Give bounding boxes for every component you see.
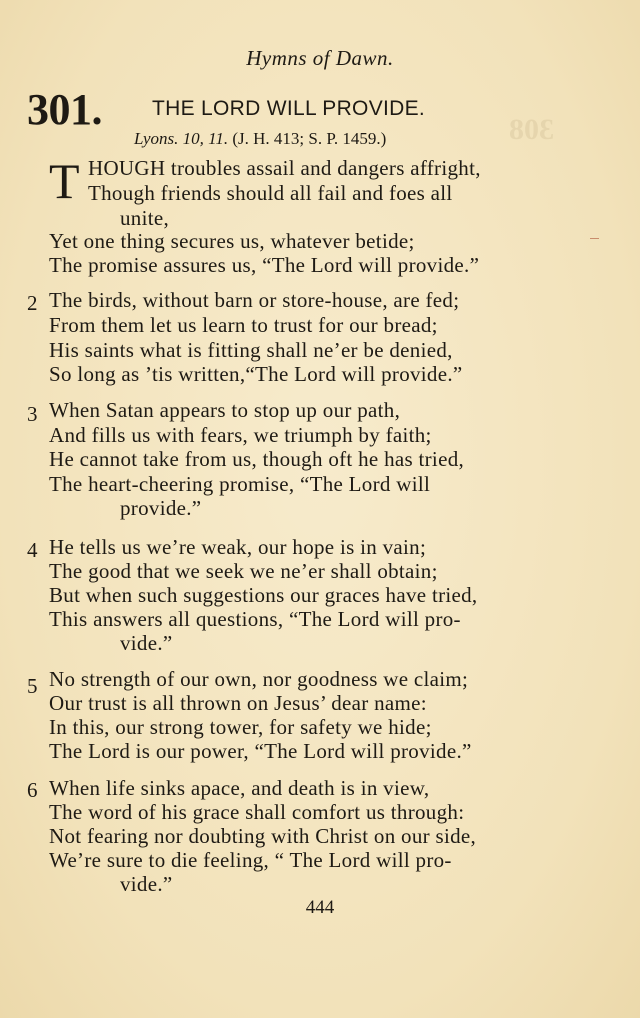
stanza-line: But when such suggestions our graces have tried, bbox=[49, 583, 478, 607]
stanza-number: 4 bbox=[27, 538, 38, 562]
tune-name: Lyons. 10, 11. bbox=[134, 129, 229, 148]
stanza-line: He cannot take from us, though oft he has tried, bbox=[49, 447, 465, 471]
stanza-line: Our trust is all thrown on Jesus’ dear name: bbox=[49, 691, 427, 715]
stanza-line: The birds, without barn or store-house, are fed; bbox=[49, 288, 460, 312]
stanza-line: HOUGH troubles assail and dangers affright, bbox=[88, 156, 481, 180]
stanza-line: When Satan appears to stop up our path, bbox=[49, 398, 401, 422]
stanza-line: And fills us with fears, we triumph by faith; bbox=[49, 423, 432, 447]
stanza-line: So long as ’tis written,“The Lord will provide.” bbox=[49, 362, 463, 386]
margin-tick bbox=[590, 238, 599, 239]
stanza-number: 5 bbox=[27, 674, 38, 698]
stanza-line: His saints what is fitting shall ne’er be denied, bbox=[49, 338, 453, 362]
stanza-line: We’re sure to die feeling, “ The Lord will pro- bbox=[49, 848, 452, 872]
stanza-line: No strength of our own, nor goodness we claim; bbox=[49, 667, 469, 691]
page-number: 444 bbox=[305, 897, 335, 918]
hymn-title: THE LORD WILL PROVIDE. bbox=[152, 97, 426, 120]
tune-references: (J. H. 413; S. P. 1459.) bbox=[232, 129, 387, 148]
stanza-number: 2 bbox=[27, 291, 38, 315]
stanza-line: He tells us we’re weak, our hope is in vain; bbox=[49, 535, 427, 559]
drop-cap: T bbox=[49, 153, 80, 209]
bleed-through-mark: 308 bbox=[509, 113, 554, 146]
stanza-line: In this, our strong tower, for safety we hide; bbox=[49, 715, 432, 739]
stanza-line: provide.” bbox=[120, 496, 202, 520]
running-head: Hymns of Dawn. bbox=[246, 46, 394, 70]
stanza-number: 3 bbox=[27, 402, 38, 426]
stanza-number: 6 bbox=[27, 778, 38, 802]
stanza-line: The heart-cheering promise, “The Lord will bbox=[49, 472, 431, 496]
stanza-line: This answers all questions, “The Lord will pro- bbox=[49, 607, 461, 631]
stanza-line: unite, bbox=[120, 206, 170, 230]
stanza-line: When life sinks apace, and death is in view, bbox=[49, 776, 430, 800]
hymn-number: 301. bbox=[27, 85, 102, 134]
stanza-line: The promise assures us, “The Lord will provide.” bbox=[49, 253, 480, 277]
stanza-line: Not fearing nor doubting with Christ on our side, bbox=[49, 824, 477, 848]
stanza-line: From them let us learn to trust for our bread; bbox=[49, 313, 438, 337]
stanza-line: vide.” bbox=[120, 872, 173, 896]
stanza-line: vide.” bbox=[120, 631, 173, 655]
tune-line bbox=[134, 129, 386, 149]
stanza-line: The good that we seek we ne’er shall obtain; bbox=[49, 559, 438, 583]
stanza-line: Yet one thing secures us, whatever betide; bbox=[49, 229, 415, 253]
stanza-line: Though friends should all fail and foes all bbox=[88, 181, 453, 205]
stanza-line: The Lord is our power, “The Lord will provide.” bbox=[49, 739, 472, 763]
stanza-line: The word of his grace shall comfort us through: bbox=[49, 800, 465, 824]
